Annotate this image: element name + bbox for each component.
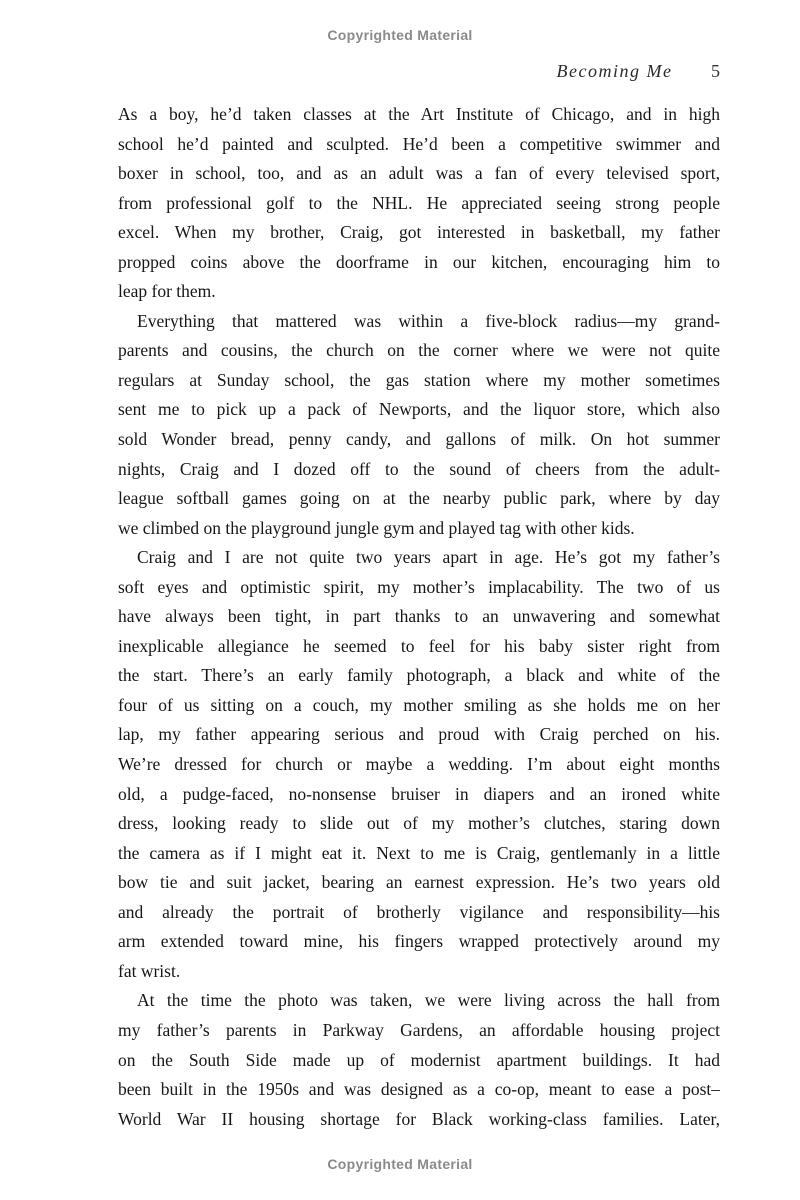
text-line: lap, my father appearing serious and proud with Craig perched on his. [118, 724, 720, 745]
text-line: At the time the photo was taken, we were living across the hall from [137, 990, 720, 1011]
text-line: and already the portrait of brotherly vigilance and responsibility—his [118, 901, 720, 922]
copyright-notice-top: Copyrighted Material [327, 27, 473, 43]
paragraph [118, 307, 720, 543]
text-line: bow tie and suit jacket, bearing an earnest expression. He’s two years old [118, 872, 720, 893]
text-line: the start. There’s an early family photograph, a black and white of the [118, 665, 720, 686]
text-line: my father’s parents in Parkway Gardens, an affordable housing project [118, 1019, 720, 1040]
text-line: we climbed on the playground jungle gym and played tag with other kids. [118, 517, 635, 538]
text-line: school he’d painted and sculpted. He’d been a competitive swimmer and [118, 133, 720, 154]
paragraph [118, 543, 720, 986]
text-line: have always been tight, in part thanks to an unwavering and somewhat [118, 606, 720, 627]
text-line: excel. When my brother, Craig, got interested in basketball, my father [118, 222, 720, 243]
text-line: dress, looking ready to slide out of my mother’s clutches, staring down [118, 813, 720, 834]
text-line: been built in the 1950s and was designed as a co-op, meant to ease a post– [118, 1079, 720, 1100]
text-line: Craig and I are not quite two years apart in age. He’s got my father’s [137, 547, 720, 568]
text-line: nights, Craig and I dozed off to the sound of cheers from the adult- [118, 458, 720, 479]
text-line: leap for them. [118, 281, 216, 302]
text-line: arm extended toward mine, his fingers wrapped protectively around my [118, 931, 720, 952]
text-line: on the South Side made up of modernist apartment buildings. It had [118, 1049, 720, 1070]
text-line: inexplicable allegiance he seemed to feel for his baby sister right from [118, 635, 720, 656]
text-line: the camera as if I might eat it. Next to me is Craig, gentlemanly in a little [118, 842, 720, 863]
running-header [118, 61, 720, 82]
paragraph [118, 986, 720, 1134]
text-line: old, a pudge-faced, no-nonsense bruiser in diapers and an ironed white [118, 783, 720, 804]
chapter-title: Becoming Me [556, 61, 673, 81]
text-line: regulars at Sunday school, the gas station where my mother sometimes [118, 369, 720, 390]
text-line: soft eyes and optimistic spirit, my mother’s implacability. The two of us [118, 576, 720, 597]
paragraph [118, 100, 720, 307]
body-text [118, 100, 720, 1134]
text-line: parents and cousins, the church on the corner where we were not quite [118, 340, 720, 361]
text-line: sold Wonder bread, penny candy, and gallons of milk. On hot summer [118, 429, 720, 450]
text-line: sent me to pick up a pack of Newports, and the liquor store, which also [118, 399, 720, 420]
text-line: four of us sitting on a couch, my mother smiling as she holds me on her [118, 694, 720, 715]
text-line: from professional golf to the NHL. He appreciated seeing strong people [118, 192, 720, 213]
text-line: World War II housing shortage for Black working-class families. Later, [118, 1108, 720, 1129]
text-line: As a boy, he’d taken classes at the Art Institute of Chicago, and in high [118, 104, 720, 124]
text-line: Everything that mattered was within a five-block radius—my grand- [137, 310, 720, 331]
page-number: 5 [711, 61, 720, 81]
text-line: We’re dressed for church or maybe a wedding. I’m about eight months [118, 754, 720, 775]
text-line: fat wrist. [118, 960, 181, 981]
text-line: propped coins above the doorframe in our kitchen, encouraging him to [118, 251, 720, 272]
text-line: boxer in school, too, and as an adult was a fan of every televised sport, [118, 163, 720, 184]
copyright-notice-bottom: Copyrighted Material [327, 1156, 473, 1172]
text-line: league softball games going on at the nearby public park, where by day [118, 488, 720, 509]
